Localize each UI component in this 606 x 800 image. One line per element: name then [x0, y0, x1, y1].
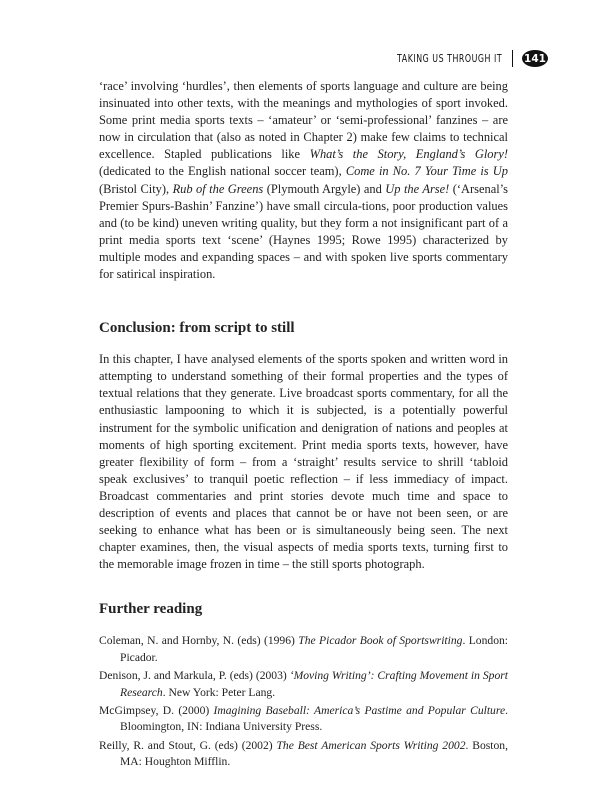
- reference-publisher: . New York: Peter Lang.: [162, 685, 276, 699]
- reference-title: The Best American Sports Writing 2002: [276, 738, 466, 752]
- heading-further-reading: Further reading: [99, 601, 203, 618]
- reference-authors: Denison, J. and Markula, P. (eds) (2003): [99, 669, 290, 683]
- reference-list: [99, 633, 508, 770]
- text-run: (Bristol City),: [99, 181, 173, 196]
- reference-title: Imagining Baseball: America’s Pastime and Popular Culture: [213, 703, 506, 717]
- reference-title: The Picador Book of Sportswriting: [298, 634, 463, 648]
- reference-title: ‘Moving Writing’: Crafting Movement in Sport Research: [120, 669, 508, 699]
- text-run: (dedicated to the English national soccer team),: [99, 164, 346, 179]
- heading-conclusion: Conclusion: from script to still: [99, 320, 295, 337]
- reference-item: [99, 633, 508, 666]
- text-run: (‘Arsenal’s Premier Spurs-Bashin’ Fanzine’) have small circula-tions, poor production values and (to be kind) uneven writing quality, but they form a not insignificant part of a print media sports text ‘scene’ (Haynes 1995; Rowe 1995) characterized by multiple modes and expanding spaces – and with spoken live sports commentary for satirical inspiration.: [99, 181, 508, 282]
- publication-title: Come in No. 7 Your Time is Up: [345, 164, 508, 179]
- text-run: (Plymouth Argyle) and: [263, 181, 386, 196]
- running-head-divider: [512, 50, 514, 67]
- page-body: [99, 78, 508, 773]
- publication-title: What’s the Story, England’s Glory!: [309, 147, 508, 162]
- paragraph-fanzines: [99, 78, 508, 283]
- reference-authors: Coleman, N. and Hornby, N. (eds) (1996): [99, 634, 299, 648]
- reference-item: [99, 668, 508, 701]
- running-head: [0, 50, 548, 67]
- publication-title: Up the Arse!: [385, 181, 450, 196]
- reference-publisher: . London: Picador.: [120, 634, 509, 664]
- running-head-title: TAKING US THROUGH IT: [397, 52, 503, 65]
- reference-item: [99, 703, 508, 736]
- reference-authors: McGimpsey, D. (2000): [99, 703, 214, 717]
- text-run: ‘race’ involving ‘hurdles’, then elements of sports language and culture are being insinuated into other texts, with the meanings and mythologies of sport invoked. Some print media sports texts – ‘amateur’ or ‘semi-professional’ fanzines – are now in circulation that (also as noted in Chapter 2) make few claims to technical excellence. Stapled publications like: [99, 79, 508, 162]
- paragraph-conclusion: In this chapter, I have analysed elements of the sports spoken and written word in attempting to understand something of their formal properties and the types of textual relations that they generate. Live broadcast sports commentary, for all the enthusiastic lampooning to which it is subjected, is a potentially powerful instrument for the symbolic unification and denigration of nations and peoples at moments of high sporting excitement. Print media sports texts, however, have greater flexibility of form – from a ‘straight’ results service to shrill ‘tabloid speak exclusives’ to tranquil poetic reflection – if less immediacy of impact. Broadcast commentaries and print stories devote much time and space to description of events and places that cannot be or have not been seen, or are seeking to enhance what has been or is simultaneously being seen. The next chapter examines, then, the visual aspects of media sports texts, turning first to the memorable image frozen in time – the still sports photograph.: [99, 352, 508, 572]
- reference-publisher: . Boston, MA: Houghton Mifflin.: [120, 738, 508, 769]
- reference-item: [99, 738, 508, 771]
- reference-publisher: . Bloomington, IN: Indiana University Press.: [120, 703, 508, 734]
- reference-authors: Reilly, R. and Stout, G. (eds) (2002): [99, 738, 277, 752]
- page-number: 141: [522, 50, 548, 67]
- publication-title: Rub of the Greens: [172, 181, 264, 196]
